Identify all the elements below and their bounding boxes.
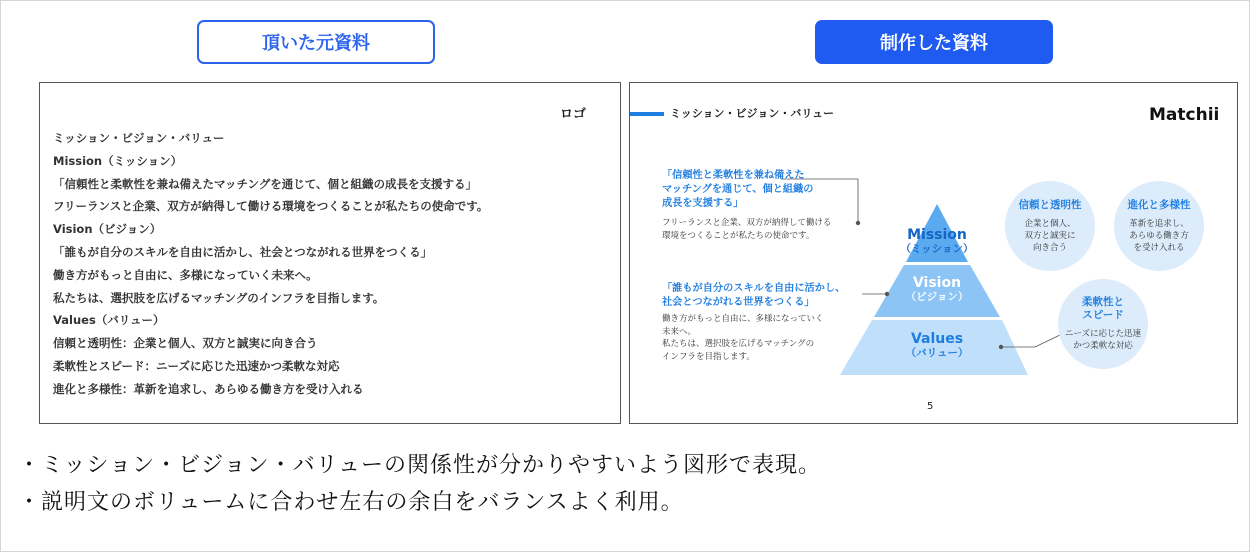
text-line: フリーランスと企業、双方が納得して働ける環境をつくることが私たちの使命です。 <box>53 199 489 214</box>
quote-line: マッチングを通じて、個と組織の <box>662 184 814 195</box>
logo-placeholder: ロゴ <box>560 107 587 122</box>
mission-description <box>662 217 831 242</box>
slide-title: ミッション・ビジョン・バリュー <box>670 107 835 120</box>
tier-name: Mission <box>907 227 967 243</box>
pyramid-label-values <box>887 331 987 360</box>
text-line: 働き方がもっと自由に、多様になっていく未来へ。 <box>53 267 318 282</box>
text-line: 進化と多様性：革新を追求し、あらゆる働き方を受け入れる <box>53 381 364 396</box>
circle-title: 進化と多様性 <box>1127 198 1191 211</box>
text-line: 信頼と透明性：企業と個人、双方と誠実に向き合う <box>53 336 318 351</box>
connector-dot-values <box>999 345 1003 349</box>
circle-text-line: を受け入れる <box>1133 242 1185 253</box>
circle-title-line: 柔軟性と <box>1082 296 1124 308</box>
original-document-panel <box>39 82 621 424</box>
tier-sub: （バリュー） <box>905 347 969 359</box>
desc-line: 環境をつくることが私たちの使命です。 <box>662 230 815 241</box>
text-line: 「誰もが自分のスキルを自由に活かし、社会とつながれる世界をつくる」 <box>53 244 433 259</box>
vision-quote <box>662 282 845 310</box>
note-bullet-2: ・説明文のボリュームに合わせ左右の余白をバランスよく利用。 <box>18 490 684 515</box>
quote-line: 社会とつながれる世界をつくる」 <box>662 297 815 308</box>
circle-title-line: スピード <box>1082 309 1124 321</box>
circle-text-line: 双方と誠実に <box>1024 230 1076 241</box>
mission-quote <box>662 169 814 211</box>
brand-logo: Matchii <box>1149 105 1220 125</box>
connector-dot-mission <box>856 221 860 225</box>
circle-text-line: ニーズに応じた迅速 <box>1064 329 1142 339</box>
quote-line: 成長を支援する」 <box>662 198 744 209</box>
title-accent-bar <box>630 112 664 116</box>
created-material-label: 制作した資料 <box>815 20 1053 64</box>
value-circle-trust <box>1005 181 1095 271</box>
created-slide-panel <box>629 82 1238 424</box>
text-line: Values（バリュー） <box>53 313 165 328</box>
original-material-label: 頂いた元資料 <box>197 20 435 64</box>
desc-line: 働き方がもっと自由に、多様になっていく <box>662 314 824 324</box>
circle-title: 信頼と透明性 <box>1018 198 1082 211</box>
pyramid-label-vision <box>887 275 987 304</box>
circle-text <box>1024 218 1075 254</box>
pyramid-label-mission <box>887 227 987 256</box>
quote-line: 「誰もが自分のスキルを自由に活かし、 <box>662 283 846 294</box>
value-circle-flexibility <box>1058 279 1148 369</box>
value-circle-evolution <box>1114 181 1204 271</box>
tier-name: Vision <box>912 275 962 291</box>
text-line: Mission（ミッション） <box>53 153 183 168</box>
tier-name: Values <box>910 331 964 347</box>
original-text-lines <box>53 127 488 401</box>
text-line: 私たちは、選択肢を広げるマッチングのインフラを目指します。 <box>53 290 385 305</box>
circle-text-line: 向き合う <box>1032 242 1067 253</box>
desc-line: 未来へ。 <box>662 326 697 337</box>
vision-description <box>662 313 824 363</box>
desc-line: フリーランスと企業、双方が納得して働ける <box>662 218 832 228</box>
circle-text-line: 革新を追求し、 <box>1129 218 1189 229</box>
tier-sub: （ミッション） <box>900 243 974 255</box>
note-bullet-1: ・ミッション・ビジョン・バリューの関係性が分かりやすいよう図形で表現。 <box>18 453 822 478</box>
text-line: 柔軟性とスピード：ニーズに応じた迅速かつ柔軟な対応 <box>53 358 340 373</box>
circle-text-line: 企業と個人、 <box>1024 218 1076 229</box>
tier-sub: （ビジョン） <box>905 291 969 303</box>
text-line: ミッション・ビジョン・バリュー <box>53 131 225 145</box>
desc-line: インフラを目指します。 <box>662 351 755 362</box>
desc-line: 私たちは、選択肢を広げるマッチングの <box>662 339 815 349</box>
circle-title <box>1082 296 1124 322</box>
quote-line: 「信頼性と柔軟性を兼ね備えた <box>662 170 805 181</box>
circle-text-line: かつ柔軟な対応 <box>1073 341 1133 351</box>
text-line: Vision（ビジョン） <box>53 222 162 237</box>
circle-text <box>1065 328 1141 352</box>
circle-text-line: あらゆる働き方 <box>1129 230 1189 241</box>
page-number: 5 <box>927 401 934 412</box>
text-line: 「信頼性と柔軟性を兼ね備えたマッチングを通じて、個と組織の成長を支援する」 <box>53 176 478 191</box>
circle-text <box>1129 218 1189 254</box>
